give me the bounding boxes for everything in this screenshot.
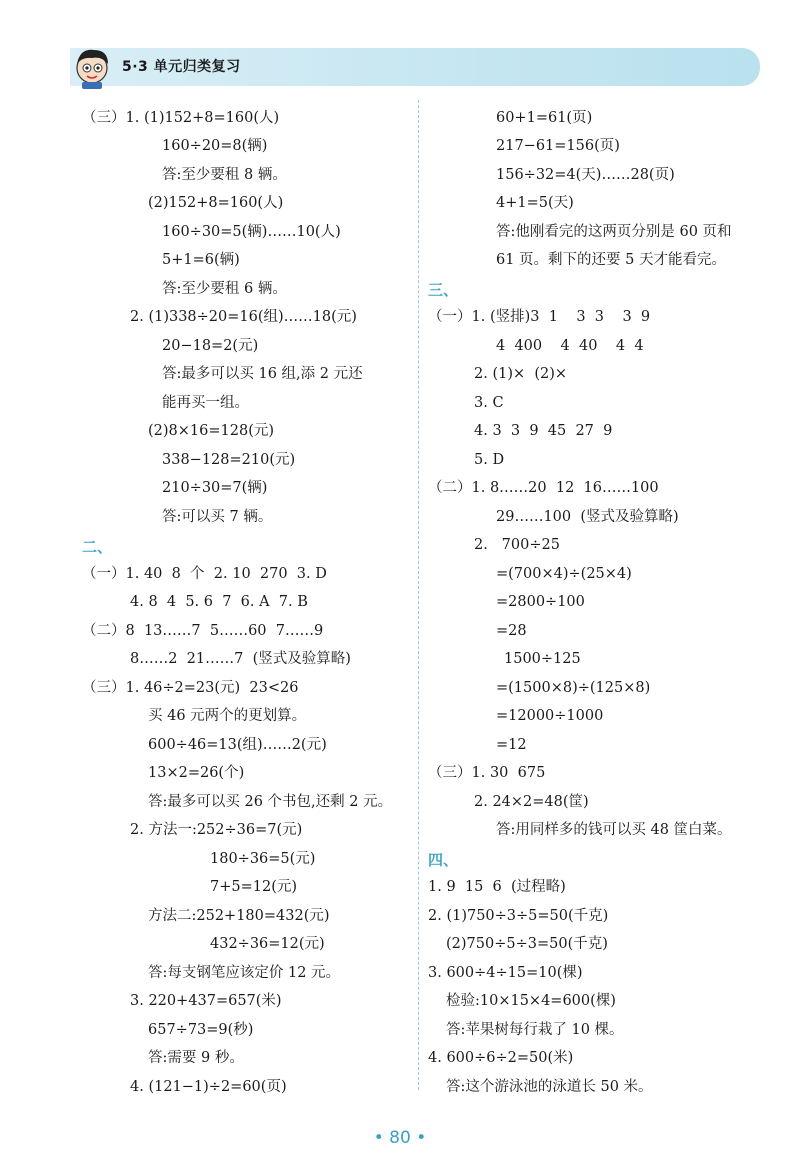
answer-line: 160÷30=5(辆)……10(人) [162, 224, 341, 240]
answer-line: 61 页。剩下的还要 5 天才能看完。 [496, 252, 727, 268]
column-divider [418, 100, 419, 1090]
answer-line: 217−61=156(页) [496, 138, 620, 154]
answer-line: (2)750÷5÷3=50(千克) [446, 936, 608, 952]
answer-line: （一）1. 40 8 个 2. 10 270 3. D [82, 566, 327, 582]
cartoon-boy-icon [68, 42, 116, 90]
answer-line: 5. D [474, 452, 505, 468]
answer-line: （一）1. (竖排)3 1 3 3 3 9 [428, 309, 651, 325]
answer-line: 156÷32=4(天)……28(页) [496, 167, 675, 183]
answer-line: 检验:10×15×4=600(棵) [446, 993, 616, 1009]
answer-line: 210÷30=7(辆) [162, 480, 268, 496]
answer-line: 657÷73=9(秒) [148, 1022, 254, 1038]
answer-line: 能再买一组。 [162, 395, 249, 411]
answer-line: 答:最多可以买 26 个书包,还剩 2 元。 [148, 794, 393, 810]
answer-line: 160÷20=8(辆) [162, 138, 268, 154]
answer-line: =12 [496, 737, 527, 753]
answer-line: 8……2 21……7 (竖式及验算略) [130, 651, 351, 667]
answer-line: 答:这个游泳池的泳道长 50 米。 [446, 1079, 653, 1095]
answer-line: =(1500×8)÷(125×8) [496, 680, 651, 696]
answer-line: 2. 24×2=48(筐) [474, 794, 589, 810]
answer-line: 2. 700÷25 [474, 537, 560, 553]
answer-line: 180÷36=5(元) [210, 851, 316, 867]
answer-line: 600÷46=13(组)……2(元) [148, 737, 327, 753]
answer-line: 答:最多可以买 16 组,添 2 元还 [162, 366, 363, 382]
answer-line: (2)8×16=128(元) [148, 423, 275, 439]
section-heading: 四、 [428, 851, 459, 869]
answer-line: 4+1=5(天) [496, 195, 574, 211]
answer-line: =2800÷100 [496, 594, 585, 610]
answer-line: 2. (1)750÷3÷5=50(千克) [428, 908, 609, 924]
answer-line: 答:需要 9 秒。 [148, 1050, 244, 1066]
answer-line: 答:可以买 7 辆。 [162, 509, 273, 525]
answer-line: 买 46 元两个的更划算。 [148, 708, 307, 724]
answer-line: =(700×4)÷(25×4) [496, 566, 632, 582]
answer-line: 方法二:252+180=432(元) [148, 908, 330, 924]
answer-line: 432÷36=12(元) [210, 936, 325, 952]
answer-line: 7+5=12(元) [210, 879, 298, 895]
answer-line: 13×2=26(个) [148, 765, 245, 781]
section-heading: 三、 [428, 281, 459, 299]
answer-line: 5+1=6(辆) [162, 252, 240, 268]
answer-line: （三）1. 46÷2=23(元) 23<26 [82, 680, 299, 696]
answer-line: 3. 600÷4÷15=10(棵) [428, 965, 583, 981]
answer-line: 4. 3 3 9 45 27 9 [474, 423, 613, 439]
answer-line: 4. (121−1)÷2=60(页) [130, 1079, 287, 1095]
answer-line: 29……100 (竖式及验算略) [496, 509, 679, 525]
answer-line: 1500÷125 [504, 651, 581, 667]
section-heading: 二、 [82, 538, 113, 556]
answer-line: 4 400 4 40 4 4 [496, 338, 644, 354]
answer-line: 4. 600÷6÷2=50(米) [428, 1050, 574, 1066]
answer-line: (2)152+8=160(人) [148, 195, 284, 211]
answer-line: 答:他刚看完的这两页分别是 60 页和 [496, 224, 732, 240]
answer-line: （二）8 13……7 5……60 7……9 [82, 623, 324, 639]
answer-line: =28 [496, 623, 527, 639]
answer-line: 2. (1)× (2)× [474, 366, 568, 382]
answer-line: 答:用同样多的钱可以买 48 筐白菜。 [496, 822, 732, 838]
answer-line: 1. 9 15 6 (过程略) [428, 879, 566, 895]
answer-line: 3. 220+437=657(米) [130, 993, 282, 1009]
answer-line: （三）1. (1)152+8=160(人) [82, 110, 280, 126]
answer-line: 3. C [474, 395, 504, 411]
answer-line: =12000÷1000 [496, 708, 604, 724]
answer-line: （三）1. 30 675 [428, 765, 546, 781]
page-number: • 80 • [373, 1128, 427, 1148]
answer-line: （二）1. 8……20 12 16……100 [428, 480, 659, 496]
answer-line: 4. 8 4 5. 6 7 6. A 7. B [130, 594, 308, 610]
answer-line: 答:至少要租 8 辆。 [162, 167, 287, 183]
answer-line: 答:至少要租 6 辆。 [162, 281, 287, 297]
answer-line: 20−18=2(元) [162, 338, 259, 354]
answer-line: 答:每支钢笔应该定价 12 元。 [148, 965, 341, 981]
page-header-title: 5·3 单元归类复习 [122, 59, 241, 75]
answer-line: 338−128=210(元) [162, 452, 296, 468]
answer-line: 答:苹果树每行栽了 10 棵。 [446, 1022, 624, 1038]
answer-line: 2. (1)338÷20=16(组)……18(元) [130, 309, 357, 325]
answer-line: 2. 方法一:252÷36=7(元) [130, 822, 303, 838]
answer-line: 60+1=61(页) [496, 110, 593, 126]
